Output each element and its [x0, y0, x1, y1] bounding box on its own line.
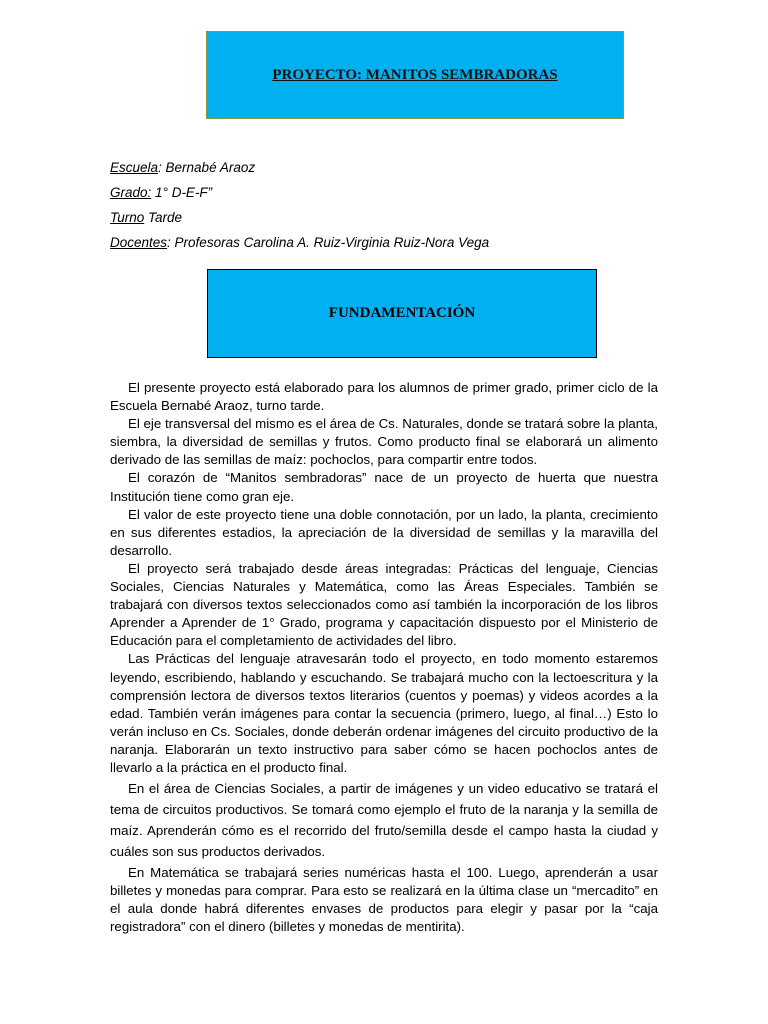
- shift-label: Turno: [110, 210, 145, 225]
- teachers-line: [110, 233, 489, 258]
- paragraph: El presente proyecto está elaborado para los alumnos de primer grado, primer ciclo de la Escuela Bernabé Araoz, turno tarde.: [110, 380, 658, 414]
- paragraph: Las Prácticas del lenguaje atravesarán todo el proyecto, en todo momento estaremos leyendo, escribiendo, hablando y escuchando. Se trabajará mucho con la lectoescritura y la comprensión lectora de diversos textos literarios (cuentos y poemas) y videos acordes a la edad. También verán imágenes para contar la secuencia (primero, luego, al final…) Esto lo verán incluso en Cs. Sociales, donde deberán ordenar imágenes del circuito productivo de la naranja. Elaborarán un texto instructivo para saber cómo se hacen pochoclos antes de llevarlo a la práctica en el producto final.: [110, 651, 658, 775]
- shift-line: [110, 208, 489, 233]
- school-value: : Bernabé Araoz: [158, 160, 256, 175]
- paragraph: En el área de Ciencias Sociales, a partir de imágenes y un video educativo se tratará el tema de circuitos productivos. Se tomará como ejemplo el fruto de la naranja y la semilla de maíz. Aprenderán cómo es el recorrido del fruto/semilla desde el campo hasta la ciudad y cuáles son sus productos derivados.: [110, 781, 658, 860]
- body-text: [110, 379, 658, 936]
- school-line: [110, 158, 489, 183]
- title-banner: [206, 31, 624, 119]
- paragraph: En Matemática se trabajará series numéricas hasta el 100. Luego, aprenderán a usar billetes y monedas para comprar. Para esto se realizará en la última clase un “mercadito” en el aula donde habrá diferentes envases de productos para elegir y pasar por la “caja registradora” con el dinero (billetes y monedas de mentirita).: [110, 865, 658, 935]
- teachers-value: : Profesoras Carolina A. Ruiz-Virginia Ruiz-Nora Vega: [167, 235, 490, 250]
- document-title: PROYECTO: MANITOS SEMBRADORAS: [272, 66, 558, 83]
- grade-value: 1° D-E-F”: [151, 185, 213, 200]
- section-heading-box: [207, 269, 597, 358]
- paragraph: El proyecto será trabajado desde áreas integradas: Prácticas del lenguaje, Ciencias Sociales, Ciencias Naturales y Matemática, como las Áreas Especiales. También se trabajará con diversos textos seleccionados como así también la incorporación de los libros Aprender a Aprender de 1° Grado, programa y capacitación dispuesto por el Ministerio de Educación para el completamiento de actividades del libro.: [110, 560, 658, 649]
- teachers-label: Docentes: [110, 235, 168, 250]
- shift-value: Tarde: [144, 210, 183, 225]
- grade-line: [110, 183, 489, 208]
- project-info: [110, 158, 489, 258]
- paragraph: El eje transversal del mismo es el área de Cs. Naturales, donde se tratará sobre la planta, siembra, la diversidad de semillas y frutos. Como producto final se elaborará un alimento derivado de las semillas de maíz: pochoclos, para compartir entre todos.: [110, 416, 658, 468]
- paragraph: El corazón de “Manitos sembradoras” nace de un proyecto de huerta que nuestra Institución tiene como gran eje.: [110, 470, 658, 504]
- paragraph: El valor de este proyecto tiene una doble connotación, por un lado, la planta, crecimiento en sus diferentes estadios, la apreciación de la diversidad de semillas y la maravilla del desarrollo.: [110, 506, 658, 558]
- grade-label: Grado:: [110, 185, 152, 200]
- school-label: Escuela: [110, 160, 159, 175]
- section-heading: FUNDAMENTACIÓN: [328, 305, 476, 321]
